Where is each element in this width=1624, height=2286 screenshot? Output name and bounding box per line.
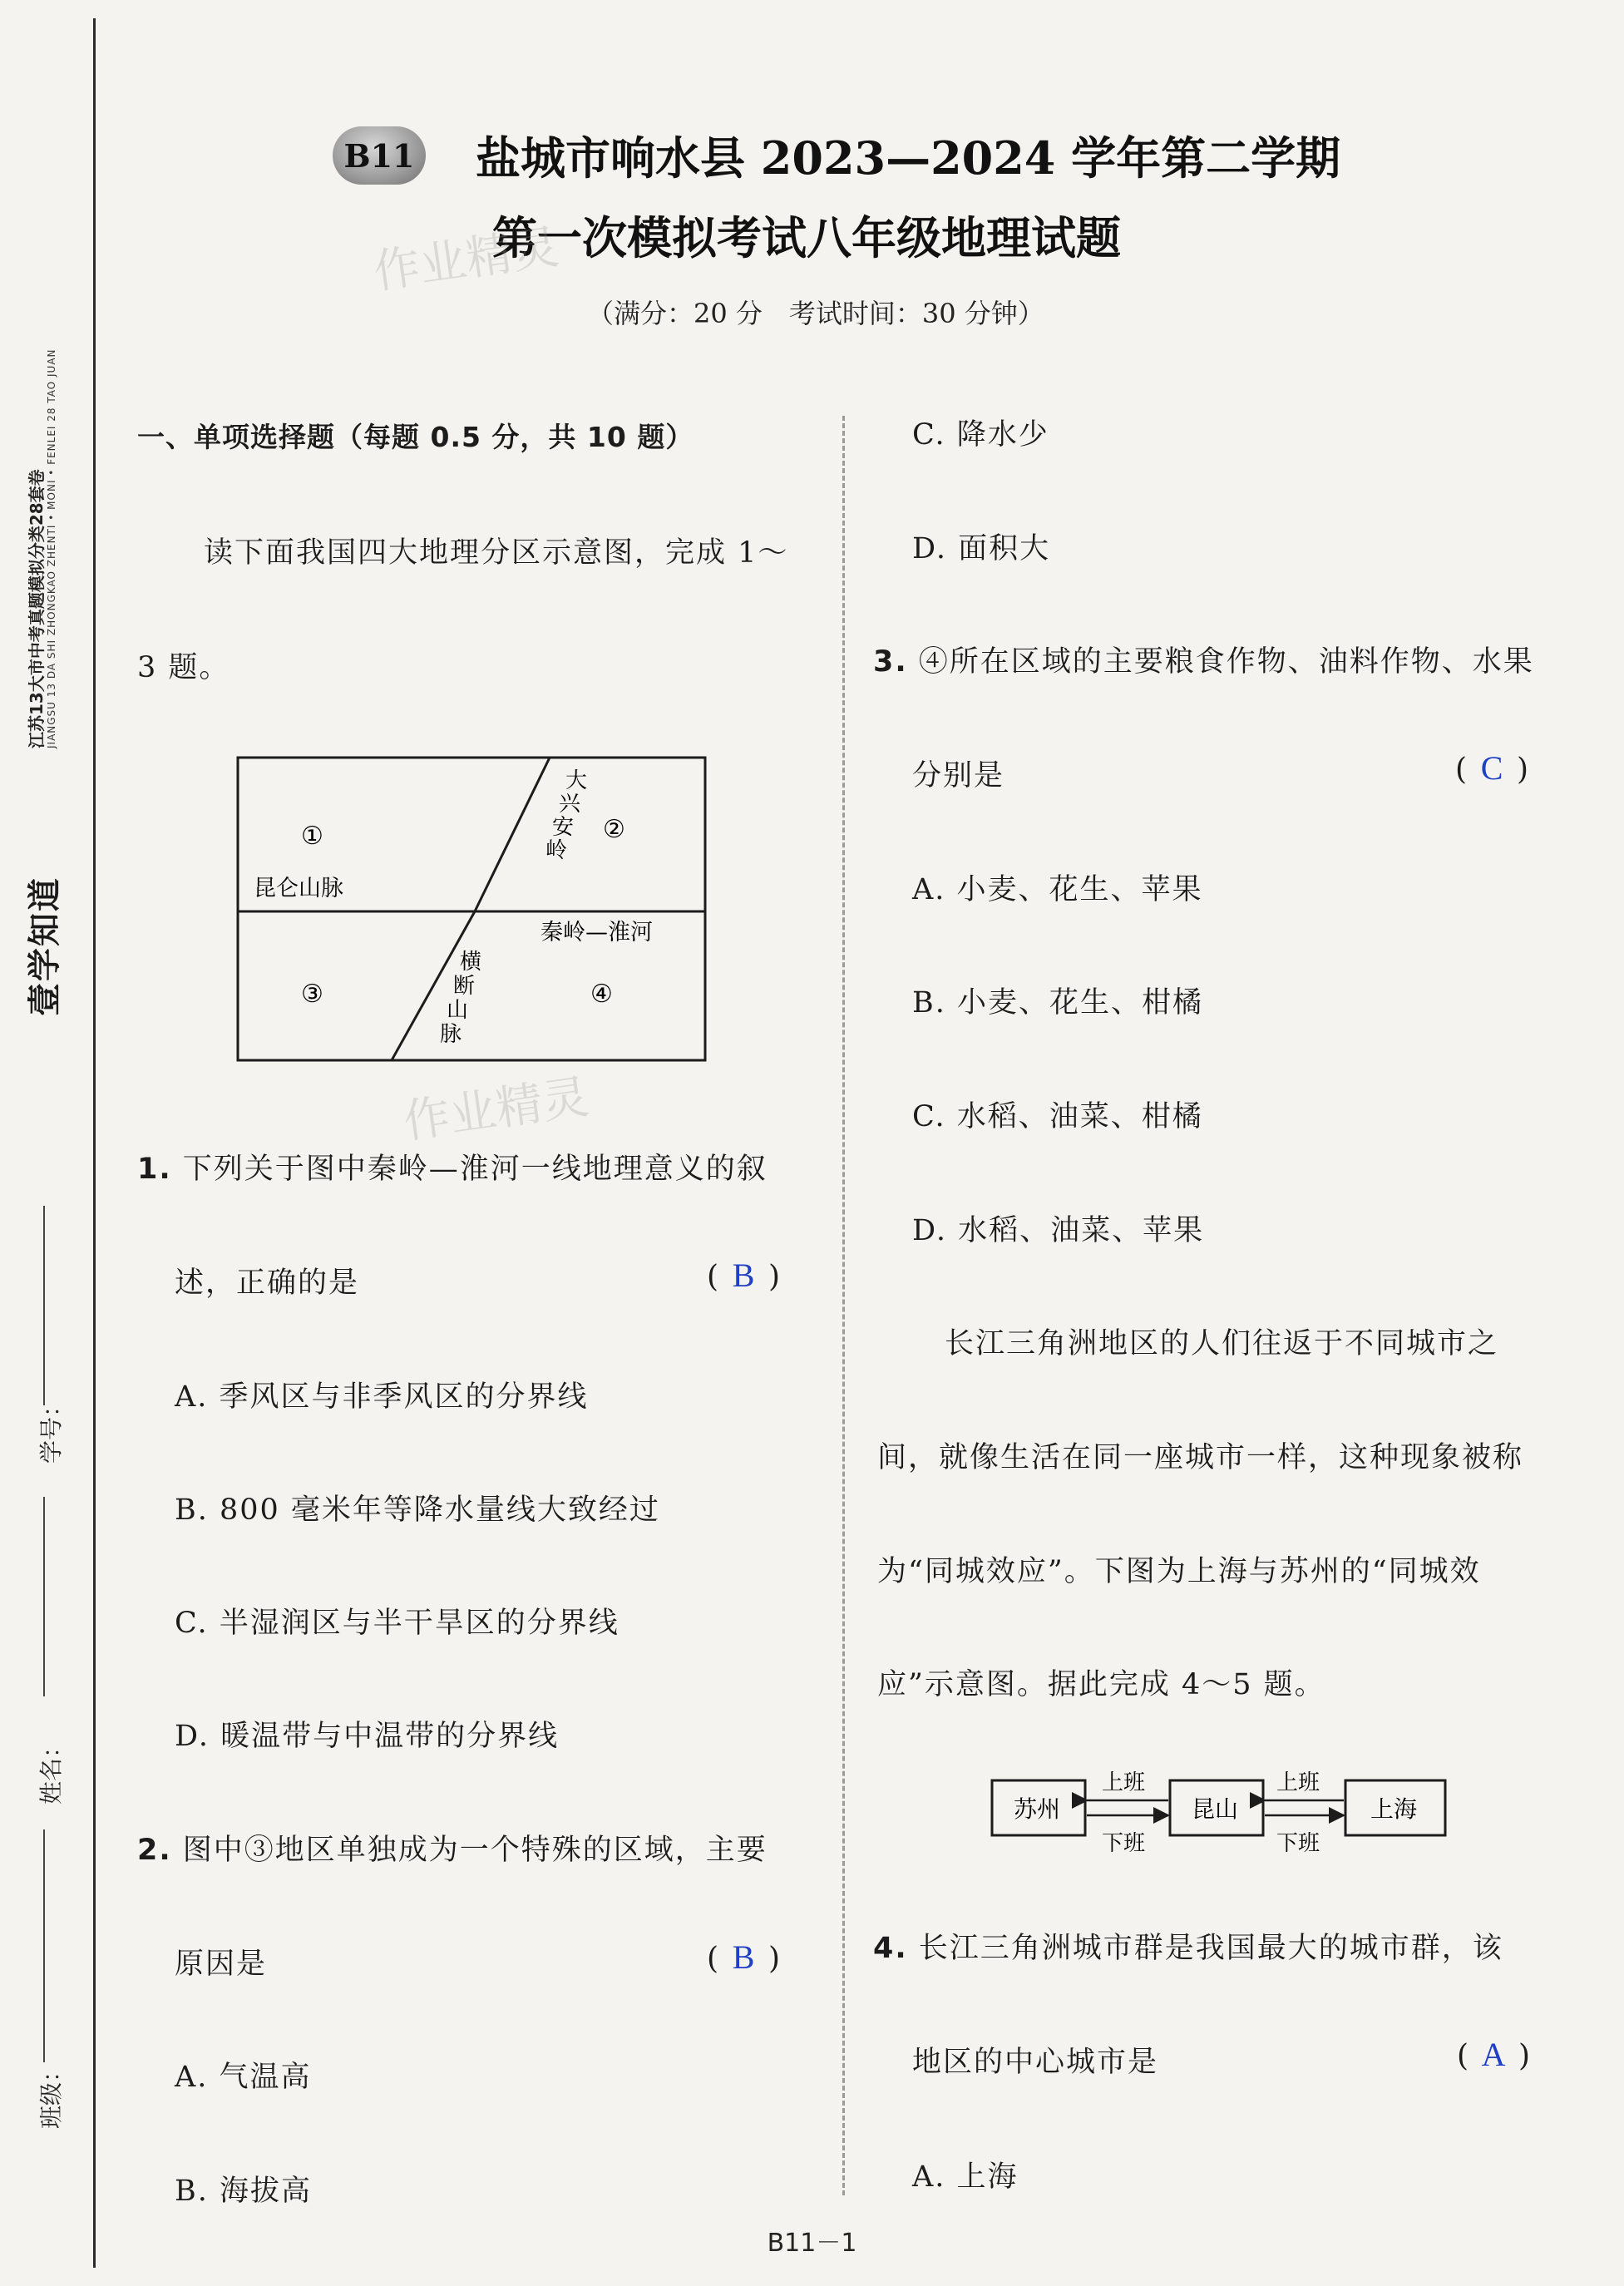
city-kunshan: 昆山 [1192,1795,1239,1823]
passage-line-1: 长江三角洲地区的人们往返于不同城市之 [945,1327,1499,1360]
field-label-name: 姓名： [37,1734,65,1805]
q3-answer: ( C ) [1455,749,1529,787]
label-xiaban-left: 下班 [1102,1831,1146,1856]
field-label-class: 班级： [37,2058,65,2129]
q2-option-a: A. 气温高 [175,2061,312,2094]
hengduan-char: 脉 [440,1022,462,1047]
title-line-2: 第一次模拟考试八年级地理试题 [492,211,1121,264]
q2-stem-line-2: 原因是 [175,1948,268,1981]
region-2-label: ② [603,815,625,844]
q4-option-a: A. 上海 [912,2160,1019,2194]
kunlun-label: 昆仑山脉 [254,876,343,901]
q3-number: 3. [873,645,908,679]
q1-option-a: A. 季风区与非季风区的分界线 [175,1380,589,1414]
margin-rule [93,18,96,2268]
daxinganling-char: 岭 [545,838,568,863]
daxinganling-char: 安 [552,815,575,840]
binding-strip [0,0,91,2286]
intro-line-2: 3 题。 [137,651,230,684]
q4-stem-line-2: 地区的中心城市是 [912,2046,1159,2079]
daxinganling-char: 兴 [559,792,581,817]
q1-stem-line-1: 1. 下列关于图中秦岭—淮河一线地理意义的叙 [137,1153,768,1186]
watermark-mid: 作业精灵 [400,1069,593,1150]
q3-option-d: D. 水稻、油菜、苹果 [912,1214,1205,1247]
region-3-label: ③ [301,980,323,1009]
q3-stem-line-1: 3. ④所在区域的主要粮食作物、油料作物、水果 [873,645,1534,679]
brand-logo-text: 壹学知道 [26,876,64,1016]
label-shangban-left: 上班 [1102,1770,1146,1795]
map-frame [238,758,705,1060]
column-divider [842,416,845,2195]
field-line-class [43,1829,45,2062]
section-heading: 一、单项选择题（每题 0.5 分，共 10 题） [137,421,694,453]
qinling-label: 秦岭—淮河 [541,920,653,946]
q1-number: 1. [137,1153,172,1186]
passage-line-3: 为“同城效应”。下图为上海与苏州的“同城效 [877,1555,1481,1588]
field-line-id [43,1206,45,1405]
city-suzhou: 苏州 [1014,1795,1061,1823]
page-number: B11－1 [767,2229,857,2258]
daxinganling-char: 大 [565,768,588,793]
q4-answer: ( A ) [1457,2036,1531,2073]
four-regions-map [233,753,710,1065]
q4-stem-line-1: 4. 长江三角洲城市群是我国最大的城市群，该 [873,1932,1503,1965]
q4-number: 4. [873,1932,908,1965]
q3-stem-line-2: 分别是 [912,759,1005,792]
q2-answer: ( B ) [707,1938,781,1976]
q2-option-c: C. 降水少 [912,418,1049,452]
daxinganling-line [475,758,550,911]
q1-option-b: B. 800 毫米年等降水量线大致经过 [175,1494,660,1527]
q3-option-c: C. 水稻、油菜、柑橘 [912,1100,1203,1133]
q2-stem-line-1: 2. 图中③地区单独成为一个特殊的区域，主要 [137,1834,768,1867]
q1-option-c: C. 半湿润区与半干旱区的分界线 [175,1607,619,1640]
hengduan-char: 断 [453,974,476,999]
field-label-id: 学号： [37,1393,65,1464]
series-title-cn: 江苏13大市中考真题模拟分类28套卷 [27,469,47,748]
q3-option-b: B. 小麦、花生、柑橘 [912,986,1203,1020]
title-line-1: 盐城市响水县 2023—2024 学年第二学期 [476,131,1341,185]
intro-line-1: 读下面我国四大地理分区示意图，完成 1～ [204,536,789,570]
hengduan-char: 山 [447,998,469,1023]
q3-option-a: A. 小麦、花生、苹果 [912,873,1203,906]
label-xiaban-right: 下班 [1276,1831,1320,1856]
watermark-top: 作业精灵 [370,220,563,300]
q2-option-d: D. 面积大 [912,532,1051,565]
region-4-label: ④ [590,980,613,1009]
field-line-name [43,1497,45,1696]
passage-line-4: 应”示意图。据此完成 4～5 题。 [877,1668,1325,1701]
paper-badge: B11 [333,126,426,185]
q1-answer: ( B ) [707,1257,781,1294]
passage-line-2: 间，就像生活在同一座城市一样，这种现象被称 [877,1441,1524,1474]
commute-flow-diagram [985,1763,1451,1863]
q2-number: 2. [137,1834,172,1867]
exam-subtitle: （满分：20 分 考试时间：30 分钟） [587,298,1044,329]
q1-option-d: D. 暖温带与中温带的分界线 [175,1720,560,1753]
q1-stem-line-2: 述，正确的是 [175,1266,360,1300]
label-shangban-right: 上班 [1276,1770,1320,1795]
series-title-en: JIANGSU 13 DA SHI ZHONGKAO ZHENTI • MONI • FENLEI 28 TAO JUAN [46,348,57,748]
region-1-label: ① [301,822,323,851]
city-shanghai: 上海 [1370,1795,1418,1823]
hengduan-char: 横 [460,950,482,975]
q2-option-b: B. 海拔高 [175,2175,312,2208]
